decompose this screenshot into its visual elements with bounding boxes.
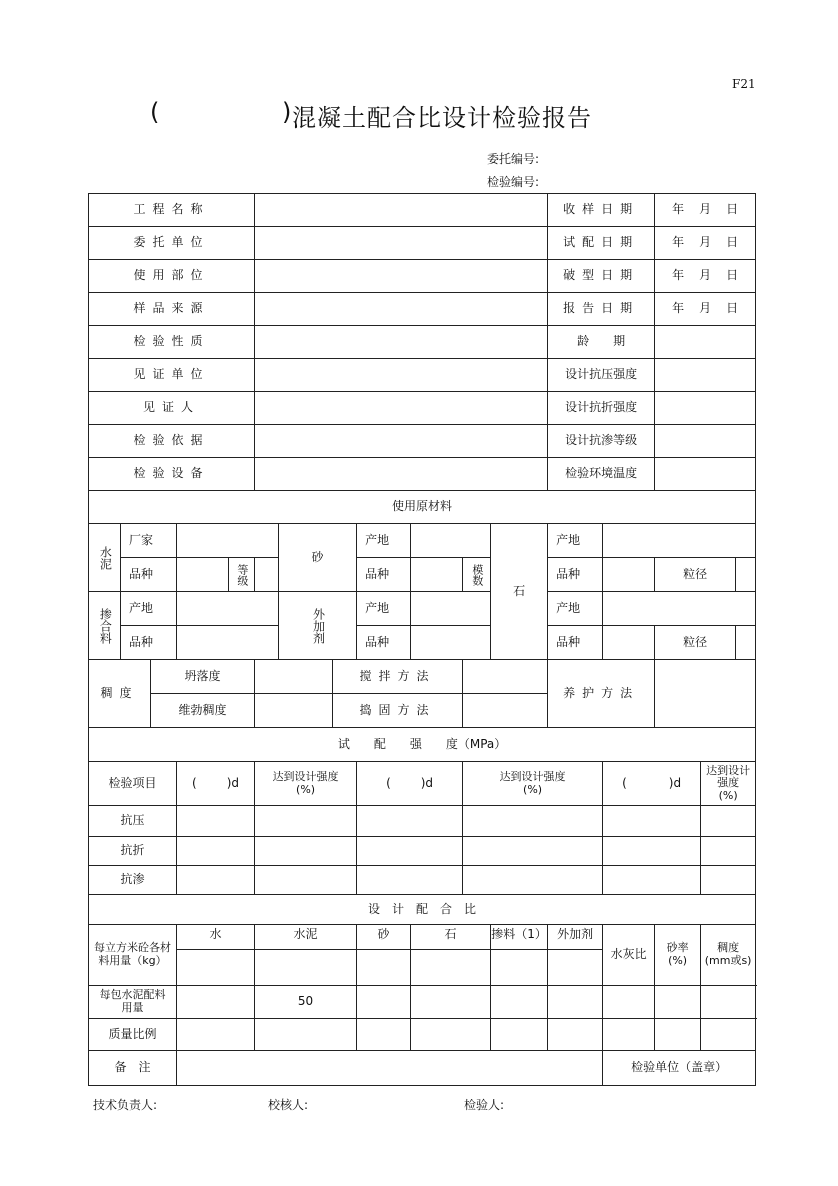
col-water: 水: [177, 925, 255, 950]
cell[interactable]: [255, 866, 357, 895]
label-slump: 坍落度: [151, 660, 255, 694]
label-impermeability: 抗渗: [89, 866, 177, 895]
label-stone: 石: [491, 524, 548, 660]
cell[interactable]: [357, 1019, 411, 1051]
cell[interactable]: [655, 986, 701, 1019]
value-test-equipment[interactable]: [255, 458, 548, 491]
cell[interactable]: [177, 837, 255, 866]
label-sand-origin: 产地: [357, 524, 411, 558]
label-per-m3: 每立方米砼各材料用量（kg）: [89, 925, 177, 986]
col-wc-ratio: 水灰比: [603, 925, 655, 986]
label-report-date: 报告日期: [548, 293, 655, 326]
cell[interactable]: [491, 986, 548, 1019]
info-row: [89, 227, 756, 260]
label-stone-origin-2: 产地: [548, 592, 603, 626]
reach-design-3: 达到设计强度 (%): [701, 762, 756, 806]
col-sand: 砂: [357, 925, 411, 950]
info-row: [89, 458, 756, 491]
title-paren-open: (: [150, 98, 160, 126]
cell[interactable]: [357, 986, 411, 1019]
value-test-basis[interactable]: [255, 425, 548, 458]
value-vebe[interactable]: [255, 694, 333, 728]
cell[interactable]: [548, 1019, 603, 1051]
col-admixture-1: 掺料（1）: [491, 925, 548, 950]
label-chem-origin: 产地: [357, 592, 411, 626]
reach-design-1: 达到设计强度 (%): [255, 762, 357, 806]
value-mineral-variety[interactable]: [177, 626, 279, 660]
value-sand-origin[interactable]: [411, 524, 491, 558]
value-cement-variety[interactable]: [177, 558, 229, 592]
value-env-temperature[interactable]: [655, 458, 756, 491]
cell[interactable]: [357, 837, 463, 866]
cell[interactable]: [255, 1019, 357, 1051]
col-stone: 石: [411, 925, 491, 950]
value-design-compressive[interactable]: [655, 359, 756, 392]
cell[interactable]: [177, 986, 255, 1019]
label-sand-variety: 品种: [357, 558, 411, 592]
cell[interactable]: [603, 837, 701, 866]
label-cure-method: 养护方法: [548, 660, 655, 728]
value-witness-unit[interactable]: [255, 359, 548, 392]
label-test-nature: 检验性质: [89, 326, 255, 359]
label-witness: 见证人: [89, 392, 255, 425]
label-stamp: 检验单位（盖章）: [603, 1051, 756, 1086]
age-1[interactable]: ( )d: [177, 762, 255, 806]
value-stone-origin[interactable]: [603, 524, 756, 558]
value-slump[interactable]: [255, 660, 333, 694]
label-consistency: 稠度: [89, 660, 151, 728]
label-cement: 水泥: [89, 524, 121, 592]
label-mass-ratio: 质量比例: [89, 1019, 177, 1051]
col-sand-ratio: 砂率 (%): [655, 925, 701, 986]
label-test-basis: 检验依据: [89, 425, 255, 458]
label-witness-unit: 见证单位: [89, 359, 255, 392]
label-client: 委托单位: [89, 227, 255, 260]
cell[interactable]: [177, 806, 255, 837]
cell[interactable]: [463, 837, 603, 866]
label-stone-particle: 粒径: [655, 558, 736, 592]
cell[interactable]: [701, 1019, 756, 1051]
label-cement-factory: 厂家: [121, 524, 177, 558]
value-trial-date[interactable]: 年 月 日: [655, 227, 756, 260]
label-design-flexural: 设计抗折强度: [548, 392, 655, 425]
cell[interactable]: [411, 950, 491, 986]
label-compact-method: 捣固方法: [333, 694, 463, 728]
value-stone-particle-2[interactable]: [736, 626, 756, 660]
label-mix-method: 搅拌方法: [333, 660, 463, 694]
label-sand-modulus: 模数: [463, 558, 491, 592]
label-cement-variety: 品种: [121, 558, 177, 592]
label-trial-date: 试配日期: [548, 227, 655, 260]
value-cement-grade[interactable]: [255, 558, 279, 592]
age-2[interactable]: ( )d: [357, 762, 463, 806]
commission-number-label: 委托编号:: [487, 152, 540, 166]
value-report-date[interactable]: 年 月 日: [655, 293, 756, 326]
label-age: 龄 期: [548, 326, 655, 359]
cell[interactable]: [701, 806, 756, 837]
cell[interactable]: [255, 950, 357, 986]
label-vebe: 维勃稠度: [151, 694, 255, 728]
col-cement: 水泥: [255, 925, 357, 950]
mix-header: 设 计 配 合 比: [89, 895, 756, 925]
label-flexural: 抗折: [89, 837, 177, 866]
label-remarks: 备 注: [89, 1051, 177, 1086]
cell[interactable]: [603, 806, 701, 837]
label-mineral-variety: 品种: [121, 626, 177, 660]
info-row: [89, 425, 756, 458]
label-mineral-origin: 产地: [121, 592, 177, 626]
title-paren-close: ): [282, 98, 292, 126]
value-client[interactable]: [255, 227, 548, 260]
value-chem-variety[interactable]: [411, 626, 491, 660]
cell[interactable]: [548, 986, 603, 1019]
cell[interactable]: [548, 950, 603, 986]
tech-lead-label: 技术负责人:: [93, 1098, 158, 1112]
value-per-bag-cement: 50: [255, 986, 357, 1019]
info-row: [89, 260, 756, 293]
label-chem-admixture: 外加剂: [279, 592, 357, 660]
value-compact-method[interactable]: [463, 694, 548, 728]
age-3[interactable]: ( )d: [603, 762, 701, 806]
value-sample-source[interactable]: [255, 293, 548, 326]
col-consistency: 稠度 (mm或s): [701, 925, 756, 986]
title-text: 混凝土配合比设计检验报告: [292, 104, 592, 132]
cell[interactable]: [603, 866, 701, 895]
label-per-bag: 每包水泥配料用量: [89, 986, 177, 1019]
cell[interactable]: [411, 1019, 491, 1051]
info-row: [89, 326, 756, 359]
label-mineral-admixture: 掺合料: [89, 592, 121, 660]
cell[interactable]: [463, 806, 603, 837]
label-sample-source: 样品来源: [89, 293, 255, 326]
cell[interactable]: [255, 806, 357, 837]
value-stone-particle[interactable]: [736, 558, 756, 592]
label-receive-date: 收样日期: [548, 194, 655, 227]
label-design-compressive: 设计抗压强度: [548, 359, 655, 392]
value-design-flexural[interactable]: [655, 392, 756, 425]
col-additive: 外加剂: [548, 925, 603, 950]
reviewer-label: 校核人:: [268, 1098, 309, 1112]
value-break-date[interactable]: 年 月 日: [655, 260, 756, 293]
label-stone-variety-2: 品种: [548, 626, 603, 660]
cell[interactable]: [603, 986, 655, 1019]
value-cement-factory[interactable]: [177, 524, 279, 558]
value-age[interactable]: [655, 326, 756, 359]
info-row: [89, 392, 756, 425]
label-project-name: 工程名称: [89, 194, 255, 227]
cell[interactable]: [603, 1019, 655, 1051]
test-number-label: 检验编号:: [487, 175, 540, 189]
materials-header: 使用原材料: [89, 491, 756, 524]
value-sand-variety[interactable]: [411, 558, 463, 592]
cell[interactable]: [357, 866, 463, 895]
label-stone-variety: 品种: [548, 558, 603, 592]
cell[interactable]: [491, 1019, 548, 1051]
inspector-label: 检验人:: [464, 1098, 505, 1112]
cell[interactable]: [491, 950, 548, 986]
cell[interactable]: [411, 986, 491, 1019]
value-witness[interactable]: [255, 392, 548, 425]
cell[interactable]: [701, 837, 756, 866]
value-receive-date[interactable]: 年 月 日: [655, 194, 756, 227]
info-row: [89, 194, 756, 227]
value-use-location[interactable]: [255, 260, 548, 293]
cell[interactable]: [177, 866, 255, 895]
label-env-temperature: 检验环境温度: [548, 458, 655, 491]
form-code: F21: [732, 77, 756, 91]
cell[interactable]: [357, 950, 411, 986]
value-test-nature[interactable]: [255, 326, 548, 359]
label-stone-particle-2: 粒径: [655, 626, 736, 660]
cell[interactable]: [177, 1019, 255, 1051]
label-test-equipment: 检验设备: [89, 458, 255, 491]
cell[interactable]: [655, 1019, 701, 1051]
value-stone-variety-2[interactable]: [603, 626, 655, 660]
label-design-impermeability: 设计抗渗等级: [548, 425, 655, 458]
strength-header: 试 配 强 度（MPa）: [89, 728, 756, 762]
label-chem-variety: 品种: [357, 626, 411, 660]
value-remarks[interactable]: [177, 1051, 603, 1086]
label-sand: 砂: [279, 524, 357, 592]
cell[interactable]: [701, 866, 756, 895]
value-stone-origin-2[interactable]: [603, 592, 756, 626]
info-row: [89, 293, 756, 326]
label-compressive: 抗压: [89, 806, 177, 837]
label-break-date: 破型日期: [548, 260, 655, 293]
report-table: [88, 193, 756, 1086]
value-chem-origin[interactable]: [411, 592, 491, 626]
label-test-item: 检验项目: [89, 762, 177, 806]
value-design-impermeability[interactable]: [655, 425, 756, 458]
value-cure-method[interactable]: [655, 660, 756, 728]
value-stone-variety[interactable]: [603, 558, 655, 592]
label-use-location: 使用部位: [89, 260, 255, 293]
cell[interactable]: [255, 837, 357, 866]
cell[interactable]: [701, 986, 756, 1019]
value-mineral-origin[interactable]: [177, 592, 279, 626]
reach-design-2: 达到设计强度 (%): [463, 762, 603, 806]
cell[interactable]: [357, 806, 463, 837]
cell[interactable]: [463, 866, 603, 895]
value-project-name[interactable]: [255, 194, 548, 227]
info-row: [89, 359, 756, 392]
label-stone-origin: 产地: [548, 524, 603, 558]
cell[interactable]: [177, 950, 255, 986]
label-cement-grade: 等级: [229, 558, 255, 592]
value-mix-method[interactable]: [463, 660, 548, 694]
